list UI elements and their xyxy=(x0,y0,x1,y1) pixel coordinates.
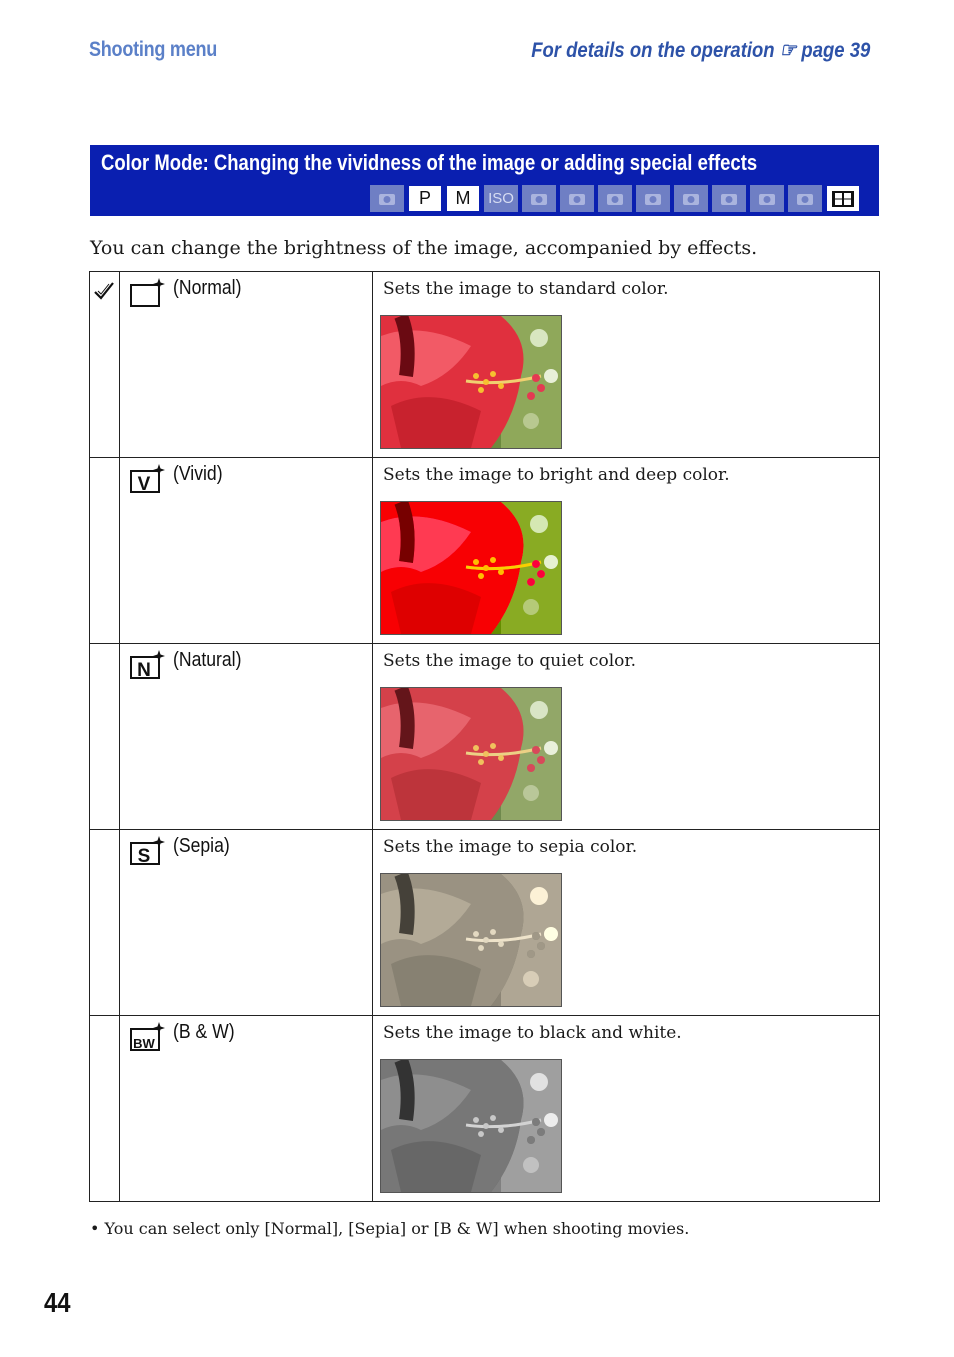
snow-icon xyxy=(750,185,784,212)
mode-name: (Vivid) xyxy=(173,463,223,485)
mode-glyph-letter: N xyxy=(137,660,151,681)
table-row xyxy=(90,1016,880,1202)
mode-glyph-letter: BW xyxy=(133,1036,155,1051)
sample-photo-bw xyxy=(380,1059,562,1193)
default-cell xyxy=(90,830,120,1016)
mode-name-cell xyxy=(120,272,373,458)
section-title: Shooting menu xyxy=(89,38,218,61)
twilight-portrait-icon xyxy=(598,185,632,212)
twilight-icon xyxy=(674,185,708,212)
color-mode-bw-icon xyxy=(129,1021,167,1053)
beach-icon xyxy=(712,185,746,212)
mode-name-cell xyxy=(120,1016,373,1202)
mode-description: Sets the image to quiet color. xyxy=(383,651,637,671)
mode-description: Sets the image to black and white. xyxy=(383,1023,682,1043)
color-mode-normal-icon xyxy=(129,277,167,309)
mode-name-cell xyxy=(120,830,373,1016)
mode-name-cell xyxy=(120,644,373,830)
color-mode-table xyxy=(89,271,880,1202)
mode-description-cell xyxy=(373,644,880,830)
shooting-mode-icons xyxy=(370,185,860,212)
anti-blur-icon xyxy=(560,185,594,212)
sample-photo-natural xyxy=(380,687,562,821)
camera-auto-icon xyxy=(370,185,404,212)
movie-mode-icon xyxy=(826,185,860,212)
program-mode-icon: P xyxy=(408,185,442,212)
sample-photo-sepia xyxy=(380,873,562,1007)
mode-name: (Natural) xyxy=(173,649,242,671)
manual-mode-icon: M xyxy=(446,185,480,212)
mode-description-cell xyxy=(373,1016,880,1202)
high-iso-icon: ISO xyxy=(484,185,518,212)
operation-reference[interactable] xyxy=(531,38,870,63)
default-cell xyxy=(90,458,120,644)
mode-glyph-letter: S xyxy=(137,846,151,867)
reference-page: page 39 xyxy=(801,39,870,62)
mode-description: Sets the image to bright and deep color. xyxy=(383,465,730,485)
pointing-hand-icon: ☞ xyxy=(779,39,797,62)
mode-glyph-letter: V xyxy=(137,474,151,495)
table-row xyxy=(90,830,880,1016)
page-title: Color Mode: Changing the vividness of the image or adding special effects xyxy=(101,150,758,175)
fireworks-icon xyxy=(788,185,822,212)
landscape-icon xyxy=(636,185,670,212)
page-number: 44 xyxy=(44,1287,71,1318)
title-bar xyxy=(90,145,879,216)
intro-text: You can change the brightness of the image, accompanied by effects. xyxy=(90,237,758,259)
color-mode-sepia-icon xyxy=(129,835,167,867)
table-row xyxy=(90,272,880,458)
mode-name-cell xyxy=(120,458,373,644)
reference-prefix: For details on the operation xyxy=(530,39,775,62)
default-cell xyxy=(90,1016,120,1202)
mode-name: (B & W) xyxy=(173,1021,235,1043)
soft-snap-icon xyxy=(522,185,556,212)
footnote-text: You can select only [Normal], [Sepia] or [B & W] when shooting movies. xyxy=(104,1219,690,1238)
default-cell xyxy=(90,644,120,830)
mode-description: Sets the image to standard color. xyxy=(383,279,669,299)
default-cell xyxy=(90,272,120,458)
sample-photo-normal xyxy=(380,315,562,449)
default-checkmark-icon xyxy=(93,281,115,301)
color-mode-natural-icon xyxy=(129,649,167,681)
mode-description-cell xyxy=(373,272,880,458)
table-row xyxy=(90,458,880,644)
mode-name: (Sepia) xyxy=(173,835,230,857)
mode-description: Sets the image to sepia color. xyxy=(383,837,638,857)
mode-name: (Normal) xyxy=(173,277,242,299)
footnote: • You can select only [Normal], [Sepia] or [B & W] when shooting movies. xyxy=(90,1219,690,1238)
table-row xyxy=(90,644,880,830)
mode-description-cell xyxy=(373,458,880,644)
mode-description-cell xyxy=(373,830,880,1016)
color-mode-vivid-icon xyxy=(129,463,167,495)
sample-photo-vivid xyxy=(380,501,562,635)
